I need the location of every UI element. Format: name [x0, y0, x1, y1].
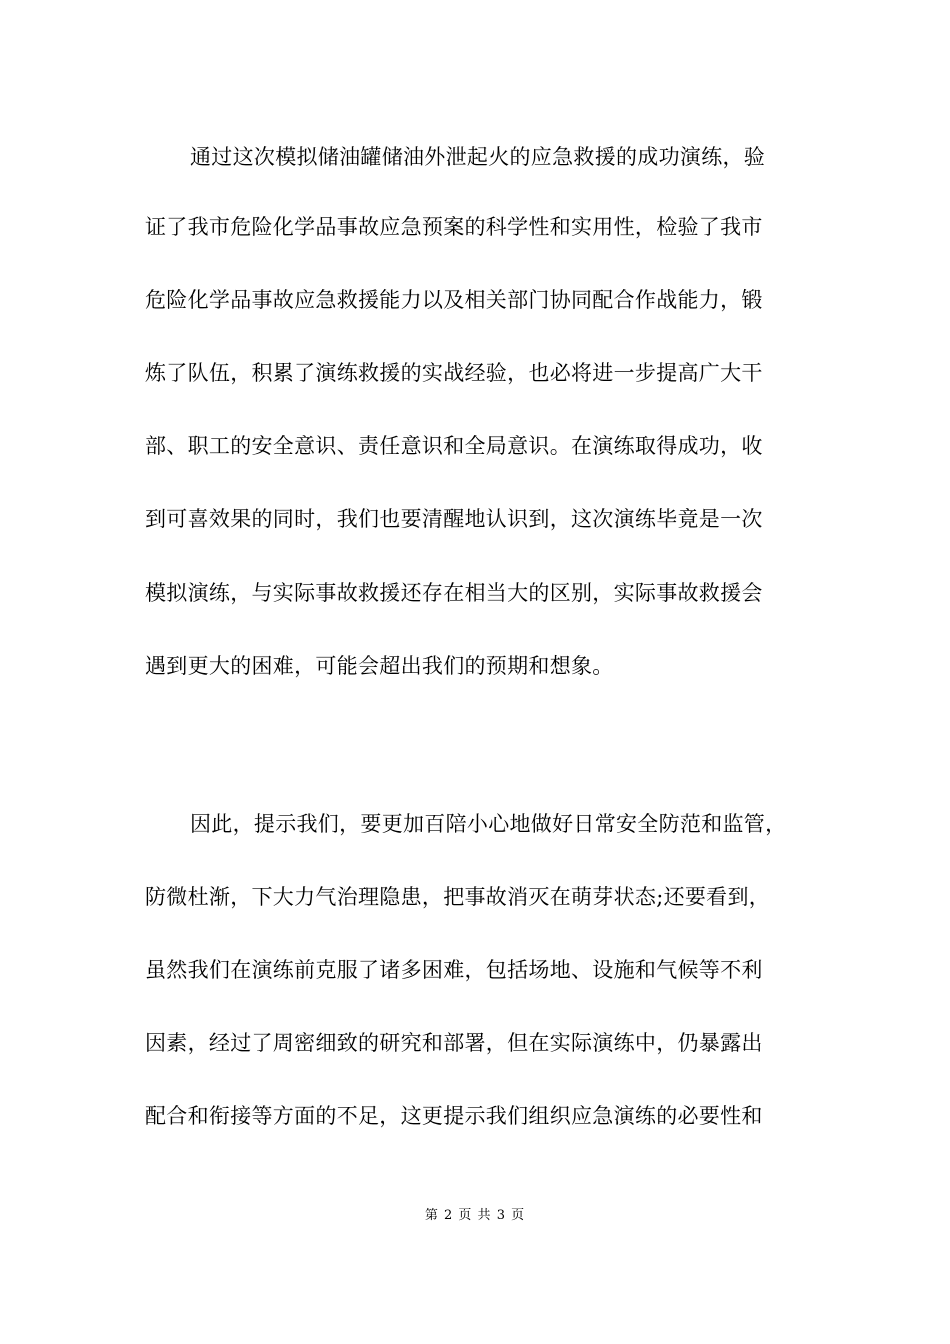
paragraph-line: 证了我市危险化学品事故应急预案的科学性和实用性，检验了我市 [145, 215, 763, 239]
paragraph-line: 到可喜效果的同时，我们也要清醒地认识到，这次演练毕竟是一次 [145, 507, 763, 531]
paragraph-line: 配合和衔接等方面的不足，这更提示我们组织应急演练的必要性和 [145, 1104, 763, 1128]
paragraph-line: 遇到更大的困难，可能会超出我们的预期和想象。 [145, 654, 614, 678]
paragraph-line: 因此，提示我们，要更加百陪小心地做好日常安全防范和监管， [190, 812, 787, 836]
paragraph-line: 通过这次模拟储油罐储油外泄起火的应急救援的成功演练，验 [190, 145, 766, 169]
paragraph-line: 危险化学品事故应急救援能力以及相关部门协同配合作战能力，锻 [145, 288, 763, 312]
paragraph-line: 炼了队伍，积累了演练救援的实战经验，也必将进一步提高广大干 [145, 361, 763, 385]
paragraph-line: 模拟演练，与实际事故救援还存在相当大的区别，实际事故救援会 [145, 581, 763, 605]
page-number-footer: 第 2 页 共 3 页 [424, 1208, 526, 1223]
paragraph-line: 防微杜渐，下大力气治理隐患，把事故消灭在萌芽状态;还要看到， [145, 885, 771, 909]
paragraph-line: 部、职工的安全意识、责任意识和全局意识。在演练取得成功，收 [145, 434, 763, 458]
paragraph-line: 虽然我们在演练前克服了诸多困难，包括场地、设施和气候等不利 [145, 958, 763, 982]
paragraph-line: 因素，经过了周密细致的研究和部署，但在实际演练中，仍暴露出 [145, 1031, 763, 1055]
